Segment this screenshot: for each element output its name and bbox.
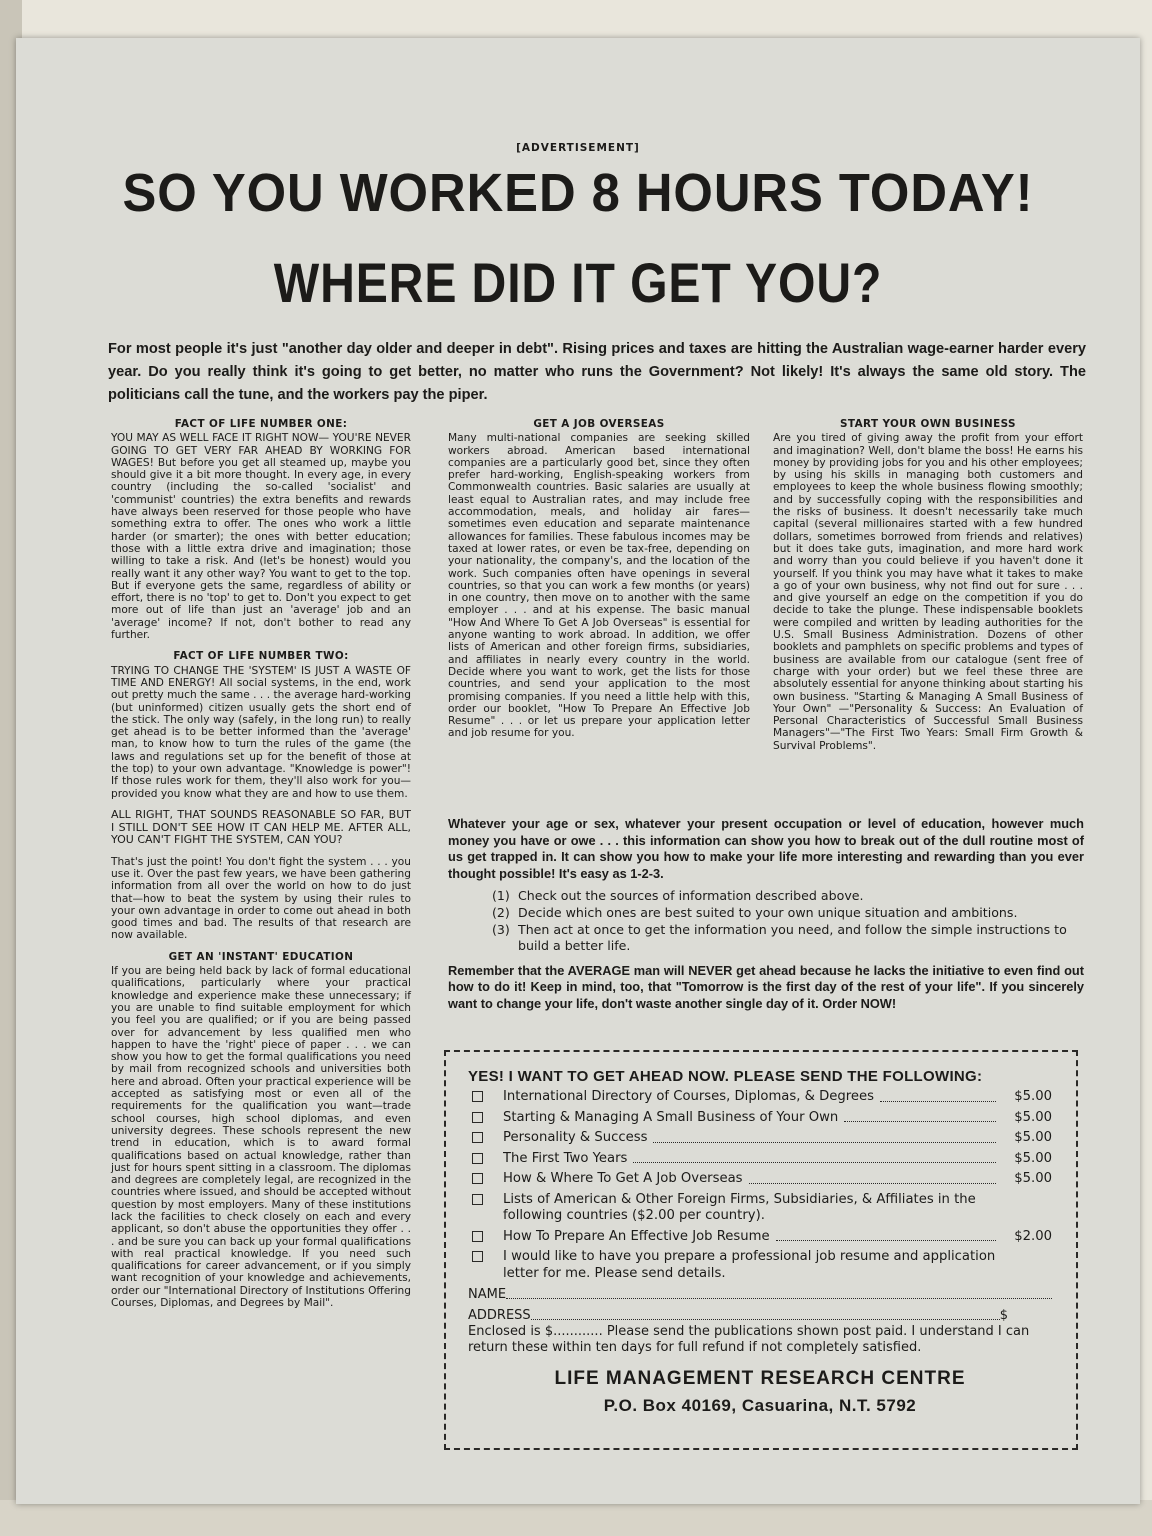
organization-address: P.O. Box 40169, Casuarina, N.T. 5792 (603, 1396, 917, 1415)
dotted-leader (633, 1162, 996, 1163)
order-checkbox[interactable] (472, 1153, 483, 1164)
order-item (468, 1151, 1052, 1168)
order-coupon (444, 1050, 1078, 1450)
fact-two-text: TRYING TO CHANGE THE 'SYSTEM' IS JUST A WASTE OF TIME AND ENERGY! All social systems, in the end, work out pretty much the same . . . the average hard-working (but uninformed) citizen usually gets the short end of the stick. The only way (safely, in the long run) to really get ahead is to be better informed than the 'average' man, to know how to turn the rules of the game (the laws and regulations set up for the benefit of those at the top) to your own advantage. "Knowledge is power"! If those rules work for them, they'll also work for you—provided you know what they are and how to use them. (111, 664, 411, 800)
order-item-price: $5.00 (1014, 1130, 1052, 1145)
order-item-label: Starting & Managing A Small Business of Your Own (503, 1109, 839, 1125)
dotted-leader (776, 1240, 996, 1241)
advertisement-tag: [ADVERTISEMENT] (516, 142, 640, 154)
order-item (468, 1089, 1052, 1106)
order-checkbox[interactable] (472, 1251, 483, 1262)
dotted-leader (844, 1121, 996, 1122)
background-surface-bottom (0, 1500, 1152, 1536)
step-item (492, 905, 1084, 922)
order-item-label: I would like to have you prepare a professional job resume and application letter for me. Please send details. (503, 1249, 996, 1281)
name-field[interactable] (468, 1286, 1052, 1303)
intro-paragraph: For most people it's just "another day older and deeper in debt". Rising prices and taxes are hitting the Australian wage-earner harder every year. Do you really think it's going to get better, no matter who runs the Government? Not likely! It's always the same old story. The politicians call the tune, and the workers pay the piper. (108, 341, 1086, 403)
enclosed-statement: Enclosed is $............ Please send the publications shown post paid. I understand I can return these within ten days for full refund if not completely satisfied. (468, 1324, 1030, 1355)
order-checkbox[interactable] (472, 1132, 483, 1143)
order-item (468, 1192, 1052, 1225)
dotted-leader (653, 1142, 996, 1143)
job-overseas-text: Many multi-national companies are seeking skilled workers abroad. American based international companies are a particularly good bet, since they often prefer hard-working, English-speaking workers from Commonwealth countries. Basic salaries are usually at least equal to Australian rates, and may include free accommodation, meals, and holiday air fares—sometimes even education and separate maintenance allowances for families. These fabulous incomes may be taxed at lower rates, or even be tax-free, depending on your nationality, the company's, and the location of the work. Such companies often have openings in several countries, so that you can work a few months (or years) in one country, then move on to another with the same employer . . . and at his expense. The basic manual "How And Where To Get A Job Overseas" is essential for anyone wanting to work abroad. In addition, we offer lists of American and other foreign firms, subsidiaries, and affiliates in nearly every country in the world. Decide where you want to work, get the lists for those countries, and send your application to the most promising companies. If you need a little help with this, order our booklet, "How To Prepare An Effective Job Resume" . . . or let us prepare your application letter and job resume for you. (448, 432, 750, 740)
order-item (468, 1229, 1052, 1246)
order-item-label: International Directory of Courses, Diplomas, & Degrees (503, 1089, 874, 1104)
column-left (111, 414, 411, 1318)
step-number: (3) (492, 921, 510, 937)
step-text: Then act at once to get the information you need, and follow the simple instructions to build a better life. (518, 921, 1067, 954)
column-right (773, 414, 1083, 761)
own-business-text: Are you tired of giving away the profit from your effort and imagination? Well, don't blame the boss! He earns his money by providing jobs for you and his other employees; by using his skills in managing both customers and employees to keep the whole business flowing smoothly; and by successfully coping with the responsibilities and the risks of business. It doesn't necessarily take much capital (several millionaires started with a few hundred dollars, sometimes borrowed from friends and relatives) but it does take guts, imagination, and more hard work and worry than you could believe if you haven't done it yourself. If you think you may have what it takes to make a go of your own business, why not find out for sure . . . and give yourself an edge on the competition if you do decide to take the plunge. These indispensable booklets were compiled and written by leading authorities for the U.S. Small Business Administration. Dozens of other booklets and pamphlets on specific problems and types of business are available from our catalogue (sent free of charge with your order) but we feel these three are absolutely essential for anyone thinking about starting his own business. "Starting & Managing A Small Business of Your Own" —"Personality & Success: An Evaluation of Personal Characteristics of Successful Small Business Managers"—"The First Two Years: Small Firm Growth & Survival Problems". (773, 432, 1083, 752)
section-heading-fact-two: FACT OF LIFE NUMBER TWO: (173, 650, 349, 663)
objection-text: ALL RIGHT, THAT SOUNDS REASONABLE SO FAR, BUT I STILL DON'T SEE HOW IT CAN HELP ME. AFTER ALL, YOU CAN'T FIGHT THE SYSTEM, CAN YOU? (111, 807, 411, 847)
order-checkbox[interactable] (472, 1112, 483, 1123)
section-heading-education: GET AN 'INSTANT' EDUCATION (168, 950, 354, 963)
address-label: ADDRESS (468, 1308, 531, 1323)
answer-text: That's just the point! You don't fight the system . . . you use it. Over the past few years, we have been gathering information from all over the world on how to do just that—how to beat the system by using their rules to your own advantage in order to come out ahead in both good times and bad. The results of that research are now available. (111, 855, 411, 942)
order-item (468, 1171, 1052, 1188)
step-item (492, 922, 1084, 955)
order-item-label: How To Prepare An Effective Job Resume (503, 1228, 770, 1244)
order-item-label: How & Where To Get A Job Overseas (503, 1171, 743, 1186)
order-item-price: $5.00 (1014, 1171, 1052, 1186)
dotted-leader (749, 1183, 996, 1184)
order-item-price: $5.00 (1014, 1150, 1052, 1166)
order-checkbox[interactable] (472, 1194, 483, 1205)
address-fill-line[interactable] (531, 1319, 1000, 1320)
address-field[interactable] (468, 1307, 1052, 1324)
fact-one-text: YOU MAY AS WELL FACE IT RIGHT NOW— YOU'RE NEVER GOING TO GET VERY FAR AHEAD BY WORKING FOR WAGES! But before you get all steamed up, maybe you should give it a bit more thought. In every age, in every country (including the so-called 'socialist' and 'communist' countries) the extra benefits and rewards have always been reserved for those people who have something extra to offer. The ones who work a little harder (or smarter); the ones with better education; those with a little extra drive and imagination; those willing to take a risk. And (let's be honest) would you really want it any other way? You want to get to the top. But if everyone gets the same, regardless of ability or effort, there is no 'top' to get to. Don't you expect to get more out of life than just an 'average' job and an 'average' income? If not, don't bother to read any further. (111, 432, 411, 642)
closing-block (448, 816, 1084, 1013)
order-item-price: $5.00 (1014, 1089, 1052, 1104)
order-item (468, 1249, 1052, 1282)
name-label: NAME (468, 1287, 507, 1302)
headline-secondary: WHERE DID IT GET YOU? (273, 251, 883, 314)
advertisement-page (16, 38, 1140, 1504)
order-checkbox[interactable] (472, 1091, 483, 1102)
section-heading-fact-one: FACT OF LIFE NUMBER ONE: (174, 418, 348, 430)
step-text: Check out the sources of information described above. (518, 888, 864, 904)
section-heading-job-overseas: GET A JOB OVERSEAS (533, 418, 665, 430)
column-middle (448, 414, 750, 749)
call-to-action-paragraph: Remember that the AVERAGE man will NEVER get ahead because he lacks the initiative to even find out how to do it! Keep in mind, too, that "Tomorrow is the first day of the rest of your life". If you sincerely want to change your life, don't waste another single day of it. Order NOW! (448, 962, 1084, 1011)
order-item-label: Lists of American & Other Foreign Firms, Subsidiaries, & Affiliates in the following countries ($2.00 per country). (503, 1191, 976, 1223)
order-item-price: $5.00 (1014, 1109, 1052, 1125)
section-heading-own-business: START YOUR OWN BUSINESS (840, 418, 1016, 430)
organization-name: LIFE MANAGEMENT RESEARCH CENTRE (554, 1368, 966, 1389)
order-item (468, 1110, 1052, 1127)
headline-primary: SO YOU WORKED 8 HOURS TODAY! (122, 163, 1034, 223)
order-item-price: $2.00 (1014, 1228, 1052, 1244)
steps-list (492, 888, 1084, 954)
order-item-label: Personality & Success (503, 1130, 648, 1145)
order-checkbox[interactable] (472, 1173, 483, 1184)
step-text: Decide which ones are best suited to your own unique situation and ambitions. (518, 904, 1018, 920)
coupon-heading: YES! I WANT TO GET AHEAD NOW. PLEASE SEND THE FOLLOWING: (468, 1068, 983, 1085)
address-dollar-sign: $ (999, 1308, 1008, 1323)
order-item-label: The First Two Years (503, 1150, 628, 1166)
education-text: If you are being held back by lack of formal educational qualifications, particularly where your practical knowledge and experience make these unnecessary; if you are unable to find suitable employment for which you feel you are qualified; or if you are being passed over for advancement by less qualified men who happen to have the 'right' piece of paper . . . we can show you how to get the formal qualifications you need by mail from recognized schools and universities both here and abroad. Often your practical experience will be accepted as satisfying most or even all of the requirements for the qualification you want—trade school courses, high school diplomas, and even university degrees. These schools represent the new trend in education, which is to award formal qualifications based on actual knowledge, rather than just for hours spent sitting in a classroom. The diplomas and degrees are completely legal, are recognized in the countries where issued, and should be accepted without question by most employers. Many of these institutions lack the facilities to check closely on each and every applicant, so don't abuse the opportunities they offer . . . and be sure you can back up your formal qualifications with real practical knowledge. If you need such qualifications for career advancement, or if you simply want recognition of your knowledge and achievements, order our "International Directory of Institutions Offering Courses, Diplomas, and Degrees by Mail". (111, 965, 411, 1310)
dotted-leader (880, 1101, 996, 1102)
step-number: (1) (492, 888, 510, 904)
order-checkbox[interactable] (472, 1231, 483, 1242)
step-number: (2) (492, 904, 510, 920)
step-item (492, 888, 1084, 905)
name-fill-line[interactable] (506, 1298, 1052, 1299)
order-item (468, 1130, 1052, 1147)
closing-paragraph: Whatever your age or sex, whatever your present occupation or level of education, however much money you have or owe . . . this information can show you how to break out of the dull routine most of us get trapped in. It can show you how to make your life more interesting and rewarding than you ever thought possible! It's easy as 1-2-3. (448, 816, 1084, 881)
